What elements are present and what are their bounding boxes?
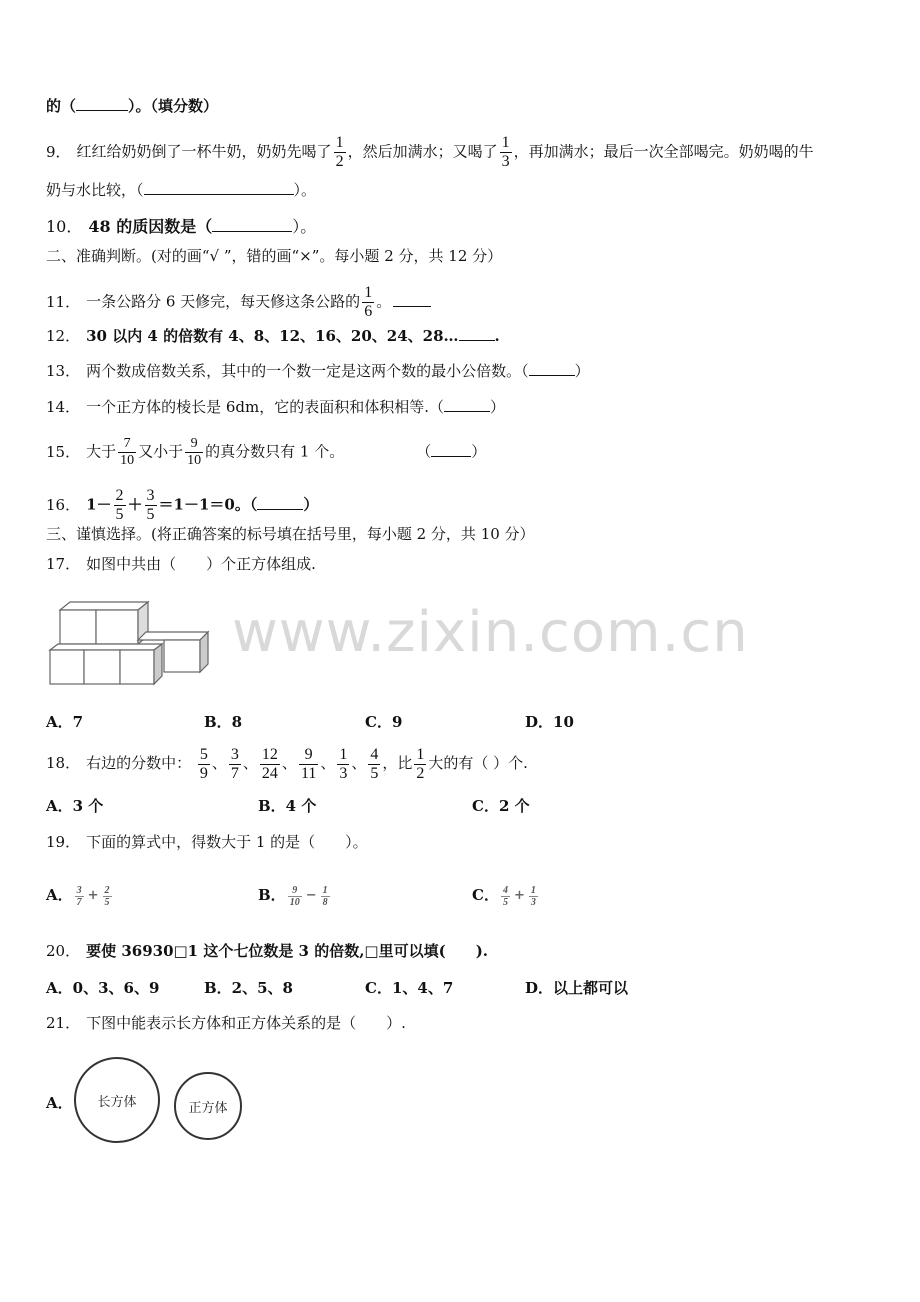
answer-blank[interactable] — [76, 96, 128, 111]
denominator: 5 — [370, 764, 379, 782]
question-number: 10． — [46, 217, 83, 236]
answer-blank[interactable] — [212, 217, 292, 232]
q21-option-a[interactable]: A． — [46, 1094, 73, 1112]
q15-text-2: 又小于 — [138, 442, 184, 461]
q11-text: 一条公路分 6 天修完，每天修这条公路的 — [86, 292, 361, 311]
q20 — [46, 941, 488, 961]
numerator: 1 — [335, 134, 344, 151]
q17-option-a[interactable]: A．7 — [46, 713, 84, 731]
question-number: 12． — [46, 327, 81, 345]
q8-close: ）。（填分数） — [128, 97, 219, 115]
denominator: 8 — [322, 896, 328, 908]
denominator: 10 — [187, 453, 202, 468]
denominator: 7 — [230, 764, 239, 782]
q18-text: 右边的分数中： — [86, 754, 192, 772]
q21 — [46, 1013, 406, 1033]
denominator: 5 — [115, 506, 124, 523]
q17 — [46, 554, 316, 574]
q9 — [46, 134, 814, 171]
q8-text: 的（ — [46, 97, 77, 115]
denominator: 24 — [261, 764, 278, 782]
cube — [96, 610, 138, 644]
operator: + — [87, 888, 99, 903]
cube — [120, 650, 154, 684]
answer-blank[interactable] — [529, 361, 575, 376]
cube-label: 正方体 — [188, 1101, 228, 1116]
q20-option-a[interactable]: A．0、3、6、9 — [46, 979, 160, 997]
cube — [50, 650, 84, 684]
answer-blank[interactable] — [144, 180, 294, 195]
denominator: 5 — [502, 896, 508, 908]
cube-top-face — [60, 602, 148, 610]
section-2-heading: 二、准确判断。(对的画“√ ”，错的画“×”。每小题 2 分，共 12 分） — [46, 247, 503, 265]
q16-end: ） — [303, 495, 319, 514]
q16 — [46, 487, 318, 524]
cube-stack-figure — [46, 598, 212, 688]
q13 — [46, 361, 590, 381]
cube — [164, 640, 200, 672]
numerator: 1 — [364, 284, 373, 301]
fraction — [529, 885, 538, 908]
denominator: 3 — [530, 896, 536, 908]
q15-text-1: 大于 — [86, 442, 117, 461]
q19-option-c[interactable] — [472, 878, 540, 913]
q17-option-b[interactable]: B．8 — [204, 713, 243, 731]
fraction — [118, 436, 136, 469]
question-number: 16． — [46, 495, 81, 514]
fraction — [75, 885, 84, 908]
denominator: 7 — [76, 896, 82, 908]
q13-end: ） — [574, 362, 590, 380]
numerator: 2 — [115, 487, 124, 504]
q14-end: ） — [490, 398, 506, 416]
fraction — [368, 746, 380, 783]
option-label: A． — [46, 886, 73, 904]
q10-text: 48 的质因数是（ — [88, 217, 213, 236]
cube-top-face — [50, 644, 162, 650]
cube — [60, 610, 96, 644]
q18-text-3: 大的有（ ）个. — [428, 754, 528, 772]
numerator: 3 — [230, 745, 239, 763]
q9-line2-end: ）。 — [293, 181, 317, 199]
numerator: 1 — [339, 745, 348, 763]
numerator: 9 — [190, 436, 198, 451]
q18: 18． 右边的分数中： $\frac{5}{9}$ 、 $\frac{3}{7}$ 、 $\frac{12}{24}$ 、 $\frac{9}{11}$ 、 $\frac{1}{3}$ 、 $\frac{4}{5}$ ，比 $\frac{1}{2}$ 大的有（ ）个. — [46, 745, 528, 782]
answer-blank[interactable] — [444, 397, 490, 412]
question-number: 15． — [46, 442, 81, 461]
q11-end: 。 — [376, 292, 392, 311]
q9-line-2 — [46, 180, 316, 200]
operator: − — [305, 888, 317, 903]
fraction — [198, 746, 210, 783]
q10 — [46, 217, 316, 237]
q19-option-b[interactable] — [258, 878, 332, 913]
question-number: 20． — [46, 942, 81, 960]
q11 — [46, 284, 431, 321]
fraction — [334, 134, 346, 171]
q15-paren: （ — [416, 442, 432, 461]
fraction — [337, 746, 349, 783]
numerator: 1 — [416, 745, 425, 763]
answer-blank[interactable] — [459, 326, 495, 341]
q18-option-b[interactable]: B．4 个 — [258, 797, 317, 815]
numerator: 12 — [261, 745, 278, 763]
q19-option-a[interactable] — [46, 878, 114, 913]
q19-text: 下面的算式中，得数大于 1 的是（ ）。 — [86, 833, 368, 851]
option-label: C． — [472, 886, 499, 904]
q15-text-3: 的真分数只有 1 个。 — [205, 442, 345, 461]
option-label: B． — [258, 886, 286, 904]
q17-option-d[interactable]: D．10 — [525, 713, 574, 731]
numerator: 4 — [370, 745, 379, 763]
fraction — [260, 746, 280, 783]
cube-side-face — [154, 644, 162, 684]
fraction — [321, 885, 330, 908]
fraction — [362, 284, 374, 321]
q20-option-c[interactable]: C．1、4、7 — [365, 979, 454, 997]
q18-text-2: ，比 — [382, 754, 413, 772]
fraction — [103, 885, 112, 908]
q18-option-c[interactable]: C．2 个 — [472, 797, 530, 815]
numerator: 3 — [76, 884, 82, 896]
question-number: 11． — [46, 292, 81, 311]
watermark: www.zixin.com.cn — [232, 600, 749, 665]
question-number: 19． — [46, 833, 81, 851]
venn-diagram — [70, 1048, 246, 1148]
q12-text: 30 以内 4 的倍数有 4、8、12、16、20、24、28… — [86, 327, 459, 345]
q16-text-2: ＋ — [127, 495, 143, 514]
q8-tail — [46, 96, 218, 116]
q19 — [46, 832, 368, 852]
denominator: 3 — [339, 764, 348, 782]
operator: + — [513, 888, 525, 903]
answer-blank[interactable] — [431, 442, 471, 457]
q9-text-3: ，再加满水；最后一次全部喝完。奶奶喝的牛 — [513, 142, 814, 161]
q9-line2-text: 奶与水比较，（ — [46, 181, 144, 199]
numerator: 4 — [502, 884, 508, 896]
denominator: 6 — [364, 303, 373, 320]
q16-text-1: 1－ — [86, 495, 112, 514]
numerator: 1 — [322, 884, 328, 896]
q10-end: ）。 — [292, 217, 317, 236]
fraction — [185, 436, 203, 469]
denominator: 5 — [146, 506, 155, 523]
denominator: 10 — [289, 896, 300, 908]
cube-top-face — [138, 632, 208, 640]
fraction — [299, 746, 318, 783]
numerator: 1 — [501, 134, 510, 151]
question-number: 21． — [46, 1014, 81, 1032]
q12-end: . — [494, 327, 500, 345]
fraction — [229, 746, 241, 783]
answer-blank[interactable] — [393, 292, 431, 307]
q12 — [46, 326, 500, 346]
fraction — [114, 487, 126, 524]
q13-text: 两个数成倍数关系，其中的一个数一定是这两个数的最小公倍数。（ — [86, 362, 529, 380]
q21-text: 下图中能表示长方体和正方体关系的是（ ）. — [86, 1014, 406, 1032]
fraction — [414, 746, 426, 783]
q20-text: 要使 36930□1 这个七位数是 3 的倍数,□里可以填( ). — [86, 942, 489, 960]
q16-text-3: ＝1－1＝0。（ — [158, 495, 258, 514]
cube-side-face — [200, 632, 208, 672]
numerator: 9 — [292, 884, 298, 896]
numerator: 5 — [199, 745, 208, 763]
denominator: 5 — [104, 896, 110, 908]
fraction — [288, 885, 302, 908]
question-number: 13． — [46, 362, 81, 380]
denominator: 11 — [300, 764, 317, 782]
denominator: 3 — [501, 153, 510, 170]
q15 — [46, 436, 486, 469]
q17-text: 如图中共由（ ）个正方体组成. — [86, 555, 316, 573]
fraction — [145, 487, 157, 524]
answer-blank[interactable] — [257, 495, 303, 510]
q9-text-2: ，然后加满水；又喝了 — [347, 142, 498, 161]
numerator: 9 — [304, 745, 313, 763]
q14-text: 一个正方体的棱长是 6dm，它的表面积和体积相等.（ — [86, 398, 445, 416]
q17-option-c[interactable]: C．9 — [365, 713, 403, 731]
question-number: 9． — [46, 142, 71, 161]
q14 — [46, 397, 505, 417]
q20-option-d[interactable]: D．以上都可以 — [525, 979, 629, 997]
q15-end: ） — [471, 442, 487, 461]
q20-option-b[interactable]: B．2、5、8 — [204, 979, 293, 997]
q9-text-1: 红红给奶奶倒了一杯牛奶，奶奶先喝了 — [76, 142, 332, 161]
numerator: 7 — [123, 436, 131, 451]
denominator: 10 — [120, 453, 135, 468]
q18-option-a[interactable]: A．3 个 — [46, 797, 104, 815]
question-number: 18． — [46, 754, 81, 772]
numerator: 1 — [530, 884, 536, 896]
numerator: 3 — [146, 487, 155, 504]
section-3-heading: 三、谨慎选择。(将正确答案的标号填在括号里，每小题 2 分，共 10 分） — [46, 525, 535, 543]
question-number: 17． — [46, 555, 81, 573]
fraction — [500, 134, 512, 171]
numerator: 2 — [104, 884, 110, 896]
question-number: 14． — [46, 398, 81, 416]
cube — [84, 650, 120, 684]
cuboid-label: 长方体 — [97, 1095, 137, 1110]
denominator: 2 — [335, 153, 344, 170]
denominator: 9 — [199, 764, 208, 782]
denominator: 2 — [416, 764, 425, 782]
fraction — [501, 885, 510, 908]
